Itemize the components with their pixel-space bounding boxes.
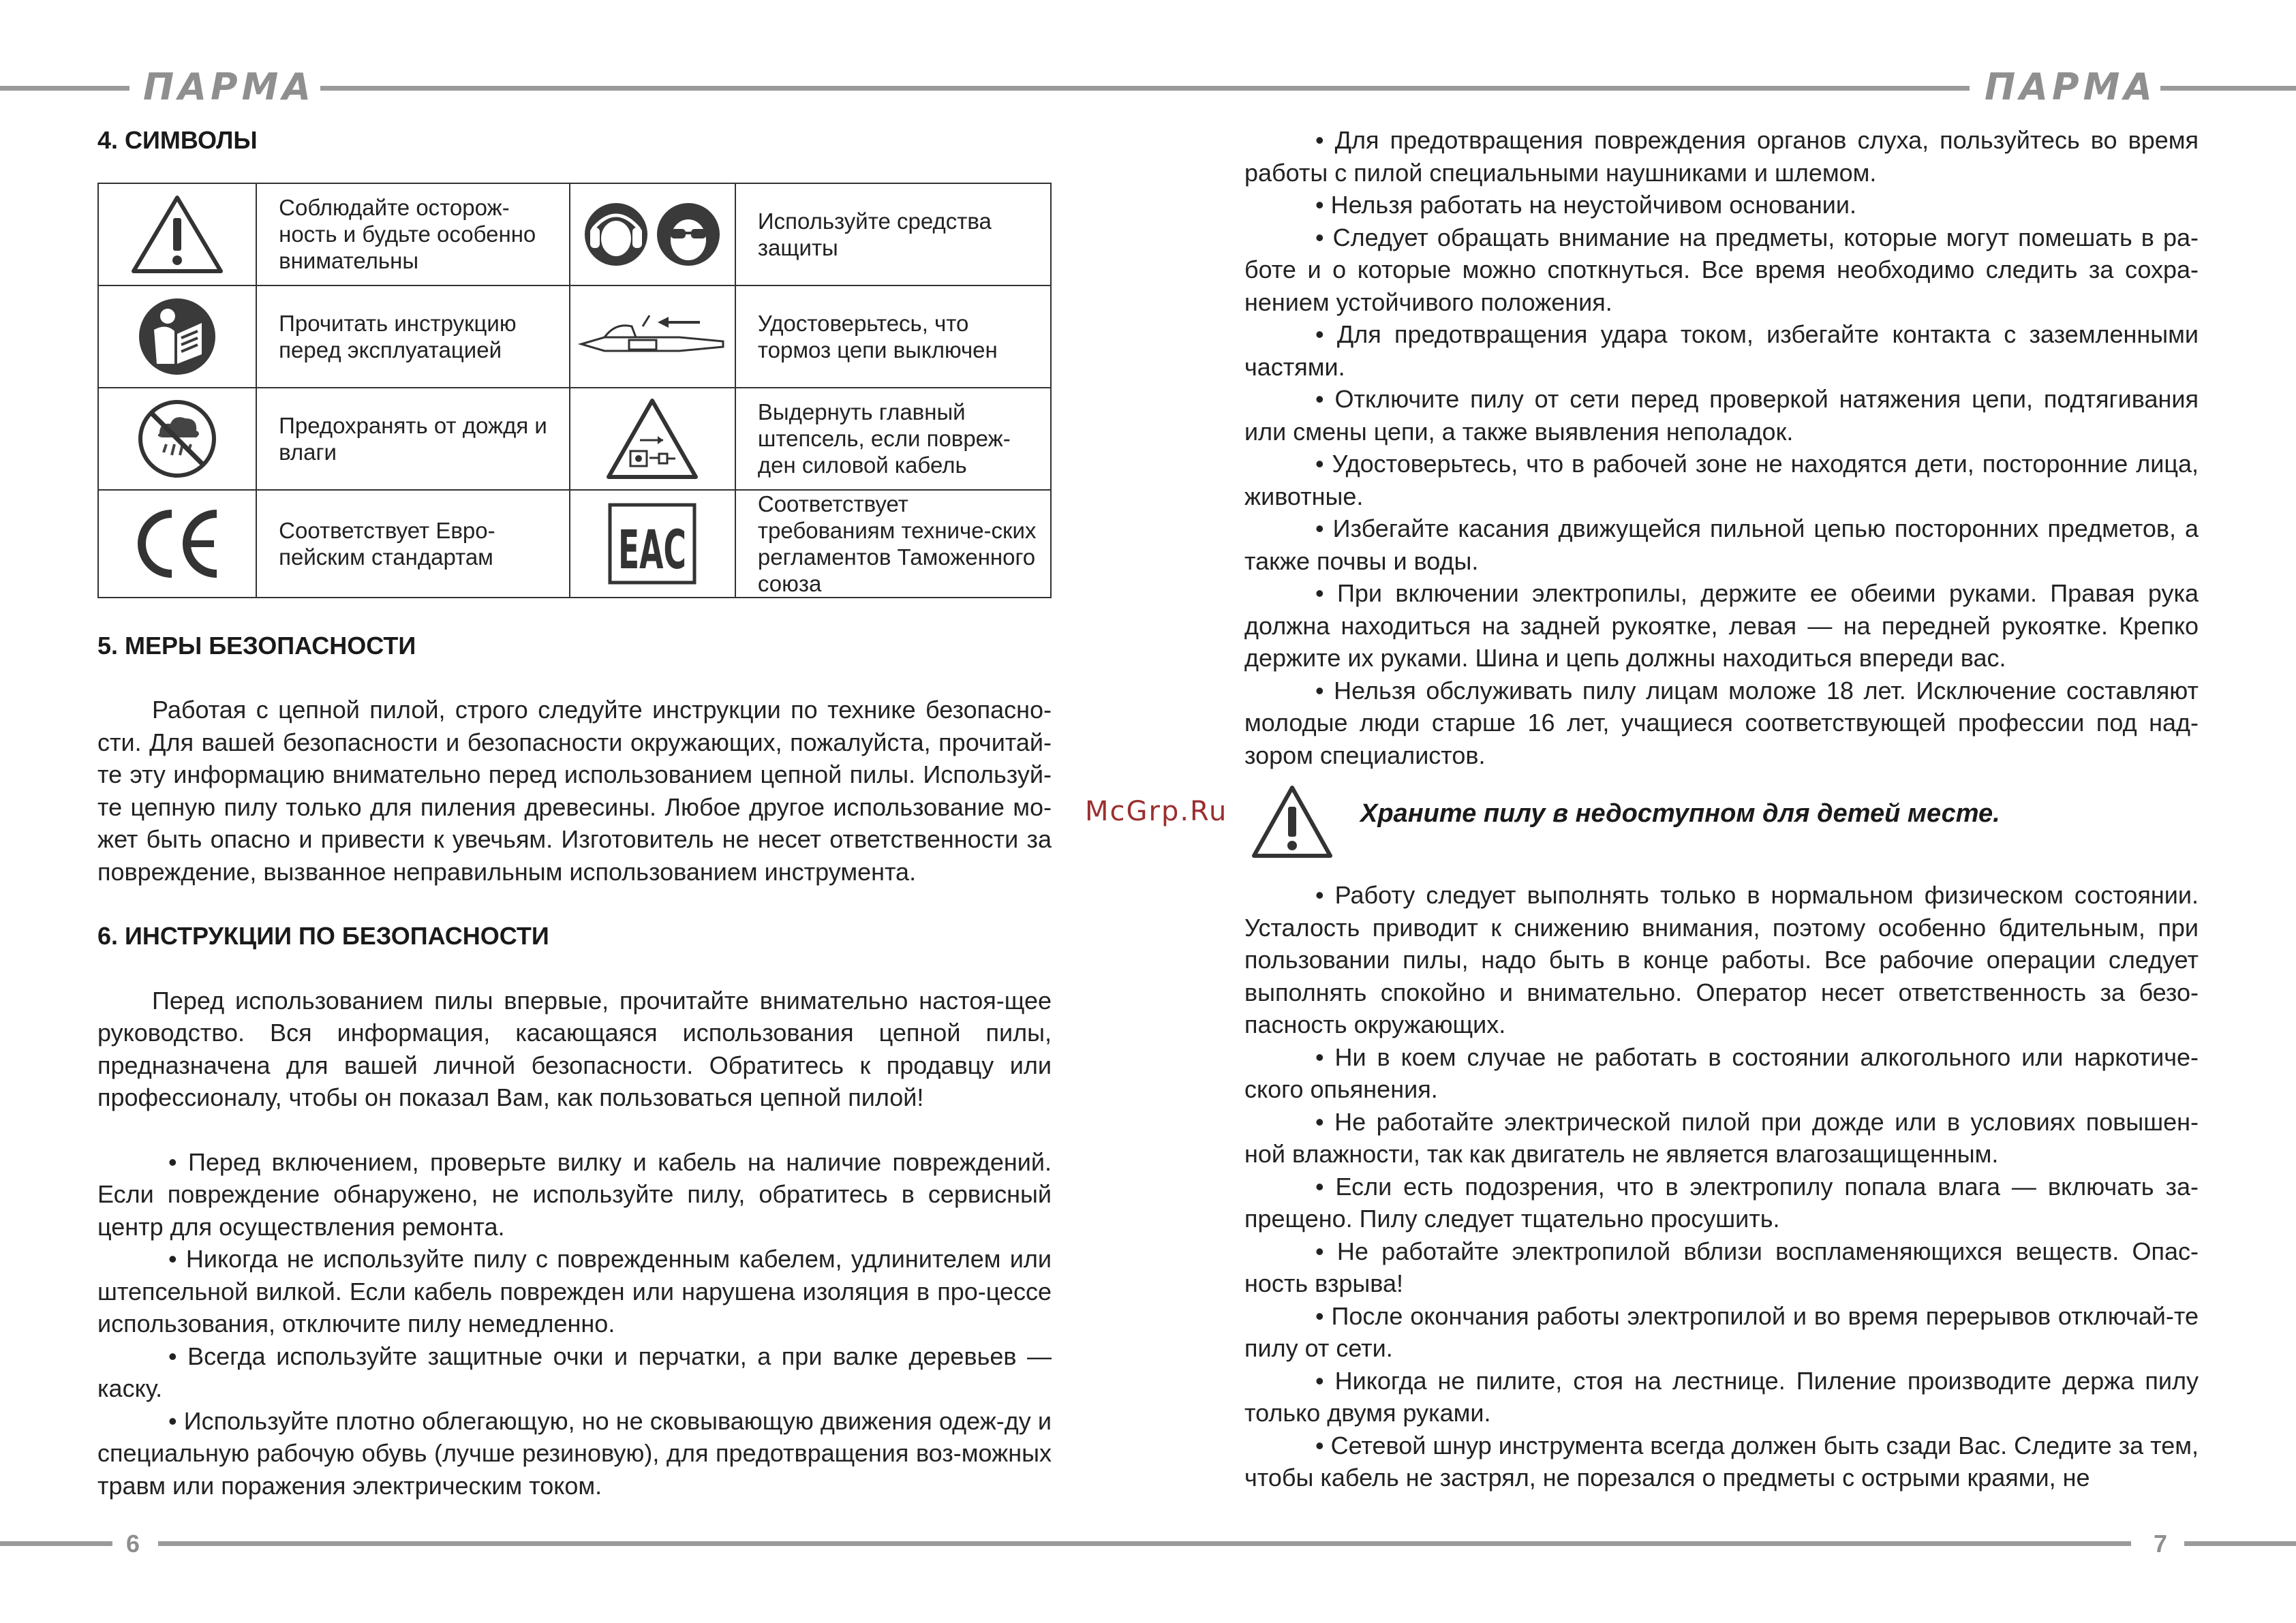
- symbol-description: Используйте средства защиты: [735, 183, 1051, 285]
- symbol-cell: [570, 183, 735, 285]
- brand-logo-left: ПАРМА: [143, 65, 316, 108]
- read-manual-icon: [136, 296, 218, 377]
- page-number-left: 6: [126, 1530, 140, 1558]
- safety-bullet: • Отключите пилу от сети перед проверкой натяжения цепи, подтягивания или смены цепи, а также выявления неполадок.: [1244, 385, 2199, 446]
- symbols-row: [98, 285, 1051, 388]
- child-warning-text: Храните пилу в недоступном для детей месте.: [1360, 799, 2000, 828]
- symbol-cell: [98, 388, 256, 490]
- footer-rule-middle: [158, 1541, 2131, 1546]
- safety-bullet: • При включении электропилы, держите ее обеими руками. Правая рука должна находиться на задней рукоятке, левая — на передней рукоятке. Крепко держите их руками. Шина и цепь должны находиться впереди вас.: [1244, 579, 2199, 672]
- safety-bullet: • Не работайте электропилой вблизи воспламеняющихся веществ. Опас-ность взрыва!: [1244, 1237, 2199, 1297]
- symbol-description: Прочитать инструкцию перед эксплуатацией: [256, 285, 570, 388]
- symbol-description: Соответствует Евро-пейским стандартам: [256, 490, 570, 598]
- safety-bullet: • Нельзя обслуживать пилу лицам моложе 18 лет. Исключение составляют молодые люди старше 16 лет, учащиеся соответствующей профессии под над-зором специалистов.: [1244, 676, 2199, 769]
- safety-bullet: • Для предотвращения повреждения органов слуха, пользуйтесь во время работы с пилой специальными наушниками и шлемом.: [1244, 126, 2199, 187]
- ce-mark-icon: [129, 503, 225, 585]
- section4-title: 4. СИМВОЛЫ: [97, 126, 258, 154]
- safety-bullet: • Удостоверьтесь, что в рабочей зоне не находятся дети, посторонние лица, животные.: [1244, 450, 2199, 510]
- right-column: [1244, 124, 2199, 1494]
- symbol-description: Предохранять от дождя и влаги: [256, 388, 570, 490]
- warning-triangle-icon: [1250, 784, 1334, 860]
- safety-bullet: • Работу следует выполнять только в нормальном физическом состоянии. Усталость приводит к снижению внимания, поэтому особенно бдительным, при пользовании пилы, надо быть в конце работы. Все рабочие операции следует выполнять спокойно и внимательно. Оператор несет ответственность за безо-пасность окружающих.: [1244, 881, 2199, 1038]
- symbol-cell: [98, 183, 256, 285]
- safety-bullet: • Используйте плотно облегающую, но не сковывающую движения одеж-ду и специальную рабочую обувь (лучше резиновую), для предотвращения воз-можных травм или поражения электрическим током.: [97, 1406, 1052, 1500]
- symbol-description: Выдернуть главный штепсель, если повреж-ден силовой кабель: [735, 388, 1051, 490]
- section6-intro: Перед использованием пилы впервые, прочитайте внимательно настоя-щее руководство. Вся информация, касающаяся использования цепной пилы, предназначена для вашей личной безопасности. Обратитесь к продавцу или профессионалу, чтобы он показал Вам, как пользоваться цепной пилой!: [97, 986, 1052, 1111]
- symbols-row: [98, 490, 1051, 598]
- symbol-cell: [98, 285, 256, 388]
- eac-mark-label: EAC: [618, 519, 687, 581]
- ear-and-eye-protection-icon: [581, 200, 724, 268]
- page-number-right: 7: [2154, 1530, 2168, 1558]
- safety-bullet: • После окончания работы электропилой и во время перерывов отключай-те пилу от сети.: [1244, 1301, 2199, 1362]
- chain-brake-icon: [577, 306, 727, 367]
- left-column: [97, 124, 1052, 1502]
- symbol-cell: [570, 388, 735, 490]
- symbol-description: Соответствует требованиям техниче-ских регламентов Таможенного союза: [735, 490, 1051, 598]
- section5-paragraph: Работая с цепной пилой, строго следуйте инструкции по технике безопасно-сти. Для вашей безопасности и безопасности окружающих, пожалуйста, прочитай-те эту информацию внимательно перед использованием цепной пилы. Используй-те цепную пилу только для пиления древесины. Любое другое использование мо-жет быть опасно и привести к увечьям. Изготовитель не несет ответственности за повреждение, вызванное неправильным использованием инструмента.: [97, 696, 1052, 886]
- symbols-table: [97, 183, 1052, 598]
- symbol-cell: [570, 285, 735, 388]
- safety-bullet: • Всегда используйте защитные очки и перчатки, а при валке деревьев — каску.: [97, 1342, 1052, 1402]
- header-rule-right: [2160, 86, 2296, 91]
- child-warning: [1244, 779, 2199, 868]
- symbol-description: Соблюдайте осторож-ность и будьте особенно внимательны: [256, 183, 570, 285]
- no-rain-icon: [136, 398, 218, 480]
- section5-title: 5. МЕРЫ БЕЗОПАСНОСТИ: [97, 631, 416, 660]
- warning-triangle-icon: [129, 194, 225, 275]
- safety-bullet: • Никогда не пилите, стоя на лестнице. Пиление производите держа пилу только двумя руками.: [1244, 1366, 2199, 1427]
- eac-mark-icon: [608, 503, 697, 585]
- safety-bullet: • Перед включением, проверьте вилку и кабель на наличие повреждений. Если повреждение обнаружено, не используйте пилу, обратитесь в сервисный центр для осуществления ремонта.: [97, 1147, 1052, 1241]
- safety-bullet: • Сетевой шнур инструмента всегда должен быть сзади Вас. Следите за тем, чтобы кабель не застрял, не порезался о предметы с острыми краями, не: [1244, 1431, 2199, 1491]
- safety-bullet: • Если есть подозрения, что в электропилу попала влага — включать за-прещено. Пилу следует тщательно просушить.: [1244, 1172, 2199, 1233]
- watermark: McGrp.Ru: [1085, 796, 1228, 827]
- header-rule-left-b: [320, 86, 1970, 91]
- brand-logo-right: ПАРМА: [1985, 65, 2157, 108]
- safety-bullet: • Нельзя работать на неустойчивом основании.: [1315, 191, 1856, 219]
- safety-bullet: • Избегайте касания движущейся пильной цепью посторонних предметов, а также почвы и воды.: [1244, 514, 2199, 575]
- safety-bullet: • Никогда не используйте пилу с поврежденным кабелем, удлинителем или штепсельной вилкой. Если кабель поврежден или нарушена изоляция в про-цессе использования, отключите пилу немедленно.: [97, 1245, 1052, 1338]
- section6-title: 6. ИНСТРУКЦИИ ПО БЕЗОПАСНОСТИ: [97, 922, 549, 950]
- symbol-description: Удостоверьтесь, что тормоз цепи выключен: [735, 285, 1051, 388]
- safety-bullet: • Ни в коем случае не работать в состоянии алкогольного или наркотиче-ского опьянения.: [1244, 1042, 2199, 1103]
- symbols-row: [98, 183, 1051, 285]
- symbol-cell: [570, 490, 735, 598]
- safety-bullet: • Не работайте электрической пилой при дожде или в условиях повышен-ной влажности, так как двигатель не является влагозащищенным.: [1244, 1107, 2199, 1168]
- safety-bullet: • Следует обращать внимание на предметы, которые могут помешать в ра-боте и о которые можно споткнуться. Все время необходимо следить за сохра-нением устойчивого положения.: [1244, 223, 2199, 316]
- safety-bullet: • Для предотвращения удара током, избегайте контакта с заземленными частями.: [1244, 320, 2199, 381]
- header-rule-left-a: [0, 86, 129, 91]
- symbol-cell: [98, 490, 256, 598]
- unplug-cable-icon: [604, 397, 700, 481]
- symbols-row: [98, 388, 1051, 490]
- footer-rule-left-a: [0, 1541, 112, 1546]
- footer-rule-right: [2184, 1541, 2296, 1546]
